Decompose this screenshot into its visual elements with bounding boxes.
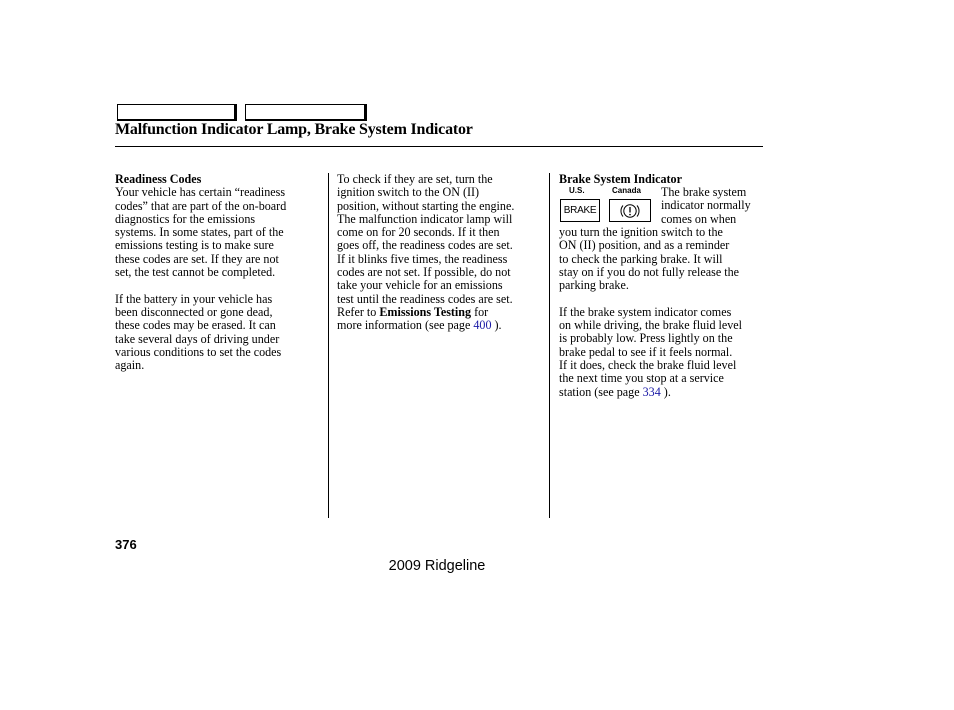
text-line: brake pedal to see if it feels normal. <box>559 344 733 359</box>
nav-tab-2[interactable] <box>245 104 367 121</box>
readiness-codes-section <box>115 173 286 372</box>
text-line: comes on when <box>661 211 737 226</box>
brake-warning-icon <box>619 202 641 220</box>
brake-system-heading: Brake System Indicator <box>559 172 682 186</box>
text-line: If the battery in your vehicle has <box>115 291 273 306</box>
column-divider-1 <box>328 173 329 518</box>
text-line: codes” that are part of the on-board <box>115 198 287 213</box>
text-line: the next time you stop at a service <box>559 371 724 386</box>
text-line: come on for 20 seconds. If it then <box>337 225 500 240</box>
page-link-334[interactable]: 334 <box>642 384 661 399</box>
text-line <box>337 306 514 319</box>
text-line: these codes may be erased. It can <box>115 318 276 333</box>
title-rule <box>115 146 763 147</box>
text-line: To check if they are set, turn the <box>337 172 493 186</box>
more-suffix: ). <box>491 318 502 333</box>
more-prefix: more information (see page <box>337 318 474 333</box>
text-line: ON (II) position, and as a reminder <box>559 238 730 253</box>
page-link-400[interactable]: 400 <box>473 318 492 333</box>
text-line: take your vehicle for an emissions <box>337 278 503 293</box>
text-line: various conditions to set the codes <box>115 344 282 359</box>
text-line: again. <box>115 358 145 373</box>
page-title: Malfunction Indicator Lamp, Brake System Indicator <box>115 121 473 138</box>
text-line: diagnostics for the emissions <box>115 211 256 226</box>
refer-prefix: Refer to <box>337 304 380 319</box>
text-line: ignition switch to the ON (II) <box>337 185 480 200</box>
page-number: 376 <box>115 537 137 552</box>
brake-indicator-icon <box>560 199 600 222</box>
text-line: Your vehicle has certain “readiness <box>115 185 286 200</box>
text-line <box>559 386 742 399</box>
column-divider-2 <box>549 173 550 518</box>
nav-tab-1[interactable] <box>117 104 237 121</box>
text-line: you turn the ignition switch to the <box>559 225 723 239</box>
readiness-codes-heading: Readiness Codes <box>115 172 202 186</box>
text-line: The malfunction indicator lamp will <box>337 211 513 226</box>
brake-side-text <box>661 186 751 226</box>
us-label: U.S. <box>569 186 585 195</box>
footer-model: 2009 Ridgeline <box>388 558 486 574</box>
emissions-testing-ref: Emissions Testing <box>379 304 472 319</box>
last-prefix: station (see page <box>559 384 643 399</box>
text-line: parking brake. <box>559 278 629 293</box>
text-line: If the brake system indicator comes <box>559 304 732 319</box>
text-line: emissions testing is to make sure <box>115 238 274 253</box>
text-line: is probably low. Press lightly on the <box>559 331 733 346</box>
refer-suffix: for <box>471 304 489 319</box>
text-line: systems. In some states, part of the <box>115 225 284 240</box>
readiness-check-section <box>337 173 514 333</box>
brake-lamp-text: BRAKE <box>563 205 597 216</box>
brake-system-body <box>559 226 742 399</box>
text-line: codes are not set. If possible, do not <box>337 265 511 280</box>
text-line: on while driving, the brake fluid level <box>559 318 743 333</box>
text-line: If it does, check the brake fluid level <box>559 357 737 372</box>
text-line: set, the test cannot be completed. <box>115 265 276 280</box>
last-suffix: ). <box>660 384 671 399</box>
text-line: take several days of driving under <box>115 331 280 346</box>
text-line: The brake system <box>661 185 747 199</box>
canada-label: Canada <box>612 186 641 195</box>
text-line: indicator normally <box>661 198 751 213</box>
text-line: these codes are set. If they are not <box>115 251 279 266</box>
text-line: to check the parking brake. It will <box>559 251 723 266</box>
text-line: been disconnected or gone dead, <box>115 304 273 319</box>
text-line: position, without starting the engine. <box>337 198 515 213</box>
text-line: goes off, the readiness codes are set. <box>337 238 513 253</box>
text-line: If it blinks five times, the readiness <box>337 251 508 266</box>
text-line: stay on if you do not fully release the <box>559 264 740 279</box>
text-line <box>337 319 514 332</box>
text-line: test until the readiness codes are set. <box>337 291 513 306</box>
canada-brake-indicator-icon <box>609 199 651 222</box>
